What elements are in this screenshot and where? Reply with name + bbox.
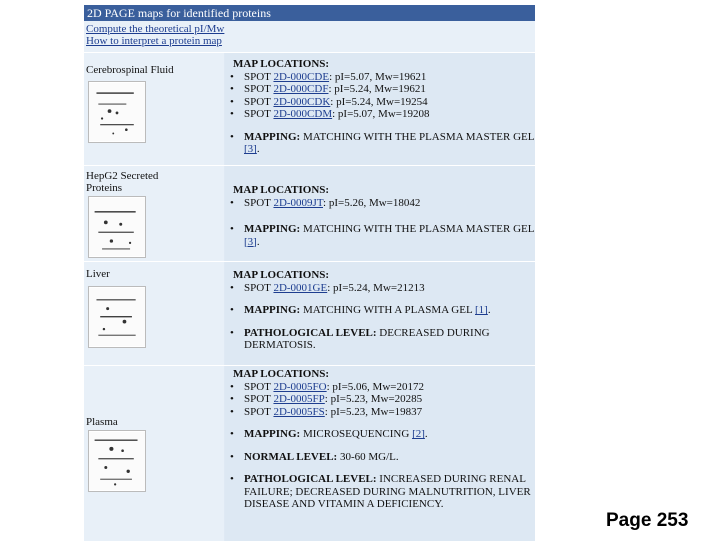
mapping-item: • MAPPING: MATCHING WITH A PLASMA GEL [1].	[230, 304, 491, 316]
top-links	[86, 23, 224, 47]
list-item: • SPOT 2D-0001GE: pI=5.24, Mw=21213	[230, 281, 425, 294]
list-item: • SPOT 2D-0005FS: pI=5.23, Mw=19837	[230, 405, 423, 418]
mapping-item: • MAPPING: MATCHING WITH THE PLASMA MASTER GEL [3].	[230, 223, 535, 248]
gel-thumbnail[interactable]	[88, 81, 146, 143]
spot-link[interactable]: 2D-0005FS	[273, 405, 325, 418]
map-locations-heading: MAP LOCATIONS:	[233, 58, 330, 70]
gel-thumbnail[interactable]	[88, 286, 146, 348]
list-item: • SPOT 2D-0005FO: pI=5.06, Mw=20172	[230, 380, 424, 393]
row-cerebrospinal-fluid	[84, 52, 535, 166]
gel-thumbnail[interactable]	[88, 430, 146, 492]
reference-link[interactable]: [1]	[475, 304, 488, 316]
gel-image	[89, 431, 145, 491]
reference-link[interactable]: [3]	[244, 143, 257, 155]
gel-image	[89, 82, 145, 142]
interpret-map-link[interactable]: How to interpret a protein map	[86, 35, 222, 47]
row-hepg2-secreted-proteins	[84, 165, 535, 262]
spot-link[interactable]: 2D-000CDK	[273, 95, 331, 108]
mapping-item: • MAPPING: MATCHING WITH THE PLASMA MASTER GEL [3].	[230, 130, 535, 155]
row-label: Liver	[86, 268, 110, 280]
pathological-level-item: • PATHOLOGICAL LEVEL: INCREASED DURING RENAL FAILURE; DECREASED DURING MALNUTRITION, LIVER DISEASE AND VITAMIN A DEFICIENCY.	[230, 473, 531, 510]
reference-link[interactable]: [3]	[244, 235, 257, 248]
list-item: • SPOT 2D-000CDE: pI=5.07, Mw=19621	[230, 70, 427, 83]
panel-title: 2D PAGE maps for identified proteins	[84, 5, 535, 21]
spot-link[interactable]: 2D-0009JT	[273, 196, 324, 209]
gel-image	[89, 197, 145, 257]
reference-link[interactable]: [2]	[412, 428, 425, 440]
page-number: Page 253	[606, 510, 689, 531]
spot-link[interactable]: 2D-0001GE	[273, 281, 328, 294]
row-label: Cerebrospinal Fluid	[86, 64, 174, 76]
gel-thumbnail[interactable]	[88, 196, 146, 258]
list-item: • SPOT 2D-000CDM: pI=5.07, Mw=19208	[230, 108, 430, 120]
compute-pi-mw-link[interactable]: Compute the theoretical pI/Mw	[86, 23, 225, 35]
spot-link[interactable]: 2D-000CDE	[273, 70, 330, 83]
list-item: • SPOT 2D-0009JT: pI=5.26, Mw=18042	[230, 196, 421, 209]
normal-level-item: • NORMAL LEVEL: 30-60 MG/L.	[230, 450, 399, 463]
mapping-item: • MAPPING: MICROSEQUENCING [2].	[230, 428, 428, 440]
spot-link[interactable]: 2D-000CDF	[273, 83, 329, 95]
gel-image	[89, 287, 145, 347]
protein-maps-panel	[84, 5, 535, 540]
map-locations-heading: MAP LOCATIONS:	[233, 368, 330, 380]
row-plasma	[84, 365, 535, 541]
pathological-level-item: • PATHOLOGICAL LEVEL: DECREASED DURING DERMATOSIS.	[230, 326, 490, 351]
row-label: HepG2 Secreted Proteins	[86, 170, 159, 194]
map-locations-heading: MAP LOCATIONS:	[233, 269, 330, 281]
list-item: • SPOT 2D-000CDF: pI=5.24, Mw=19621	[230, 83, 426, 95]
row-liver	[84, 261, 535, 366]
spot-link[interactable]: 2D-0005FP	[273, 393, 325, 405]
list-item: • SPOT 2D-0005FP: pI=5.23, Mw=20285	[230, 393, 423, 405]
map-locations-heading: MAP LOCATIONS:	[233, 184, 330, 196]
list-item: • SPOT 2D-000CDK: pI=5.24, Mw=19254	[230, 95, 428, 108]
row-label: Plasma	[86, 416, 118, 428]
spot-link[interactable]: 2D-000CDM	[273, 108, 333, 120]
spot-link[interactable]: 2D-0005FO	[273, 380, 327, 393]
